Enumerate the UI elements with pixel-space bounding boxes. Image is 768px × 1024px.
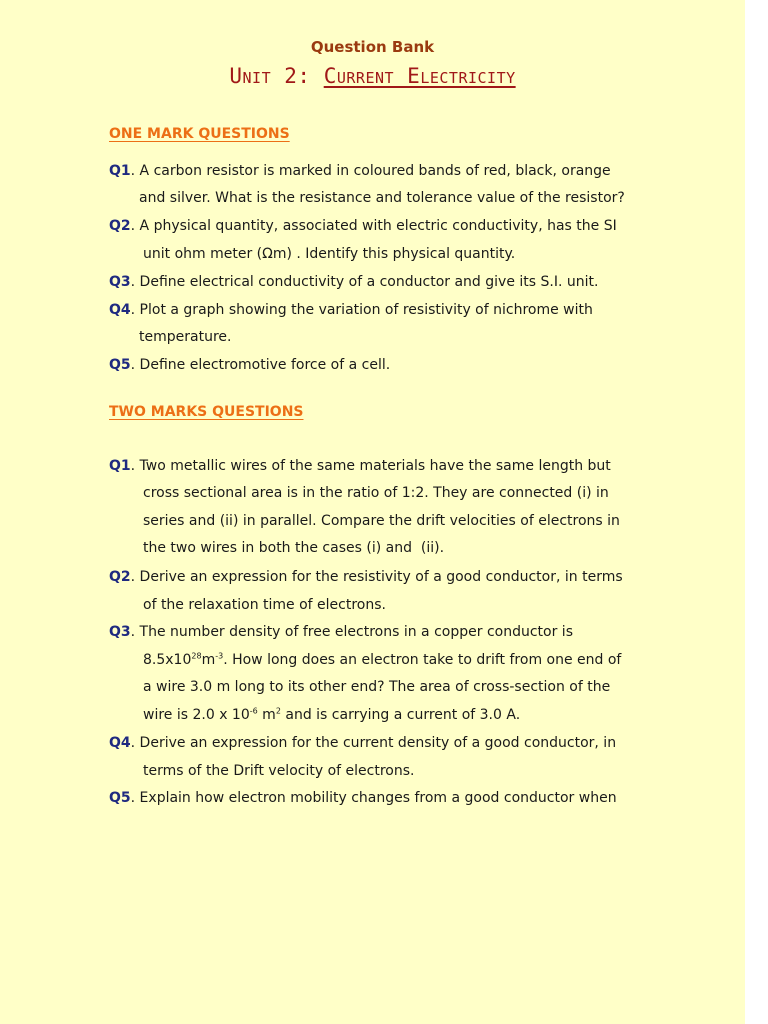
question-text: terms of the Drift velocity of electrons. <box>143 763 415 779</box>
question-number: Q3 <box>109 624 131 640</box>
question-text: cross sectional area is in the ratio of 1:2. They are connected (i) in <box>143 485 609 501</box>
question-number: Q3 <box>109 274 131 290</box>
question-text: . Plot a graph showing the variation of resistivity of nichrome with <box>130 302 593 318</box>
unit-name: Current Electricity <box>323 64 516 88</box>
question-text: . A physical quantity, associated with electric conductivity, has the SI <box>130 218 617 234</box>
question-text: unit ohm meter (Ωm) . Identify this physical quantity. <box>143 246 516 262</box>
question-number: Q5 <box>109 790 131 806</box>
question-text: and silver. What is the resistance and tolerance value of the resistor? <box>139 190 625 206</box>
question-bank-title: Question Bank <box>310 38 435 56</box>
two-marks-q5 <box>109 785 617 868</box>
question-text: wire is 2.0 x $10^{-6}$ $m^2$ and is carrying a current of 3.0 A. <box>143 706 521 723</box>
question-text: . A carbon resistor is marked in coloured bands of red, black, orange <box>130 163 611 179</box>
one-mark-heading: ONE MARK QUESTIONS <box>109 126 290 142</box>
question-text: . Derive an expression for the current density of a good conductor, in <box>130 735 617 751</box>
question-number: Q1 <box>109 458 131 474</box>
question-text: . Two metallic wires of the same materials have the same length but <box>130 458 611 474</box>
question-number: Q4 <box>109 302 131 318</box>
question-text: $8.5x10^{28}m^{-3}$. How long does an electron take to drift from one end of <box>143 651 622 668</box>
question-text: series and (ii) in parallel. Compare the drift velocities of electrons in <box>143 513 620 529</box>
question-text: temperature. <box>139 329 232 345</box>
question-number: Q2 <box>109 569 131 585</box>
question-text: . Explain how electron mobility changes from a good conductor when <box>130 790 617 806</box>
question-number: Q1 <box>109 163 131 179</box>
question-text: . Derive an expression for the resistivity of a good conductor, in terms <box>130 569 623 585</box>
question-text: . Define electromotive force of a cell. <box>130 357 391 373</box>
question-text: of the relaxation time of electrons. <box>143 597 386 613</box>
question-number: Q5 <box>109 357 131 373</box>
question-text: . Define electrical conductivity of a conductor and give its S.I. unit. <box>130 274 599 290</box>
question-text: a wire 3.0 m long to its other end? The area of cross-section of the <box>143 679 611 695</box>
question-number: Q2 <box>109 218 131 234</box>
question-text: the two wires in both the cases (i) and (ii). <box>143 540 445 556</box>
question-number: Q4 <box>109 735 131 751</box>
two-marks-heading: TWO MARKS QUESTIONS <box>109 404 304 420</box>
question-text: . The number density of free electrons in a copper conductor is <box>130 624 573 640</box>
unit-prefix: Unit 2: <box>229 64 311 88</box>
unit-title <box>0 64 745 88</box>
